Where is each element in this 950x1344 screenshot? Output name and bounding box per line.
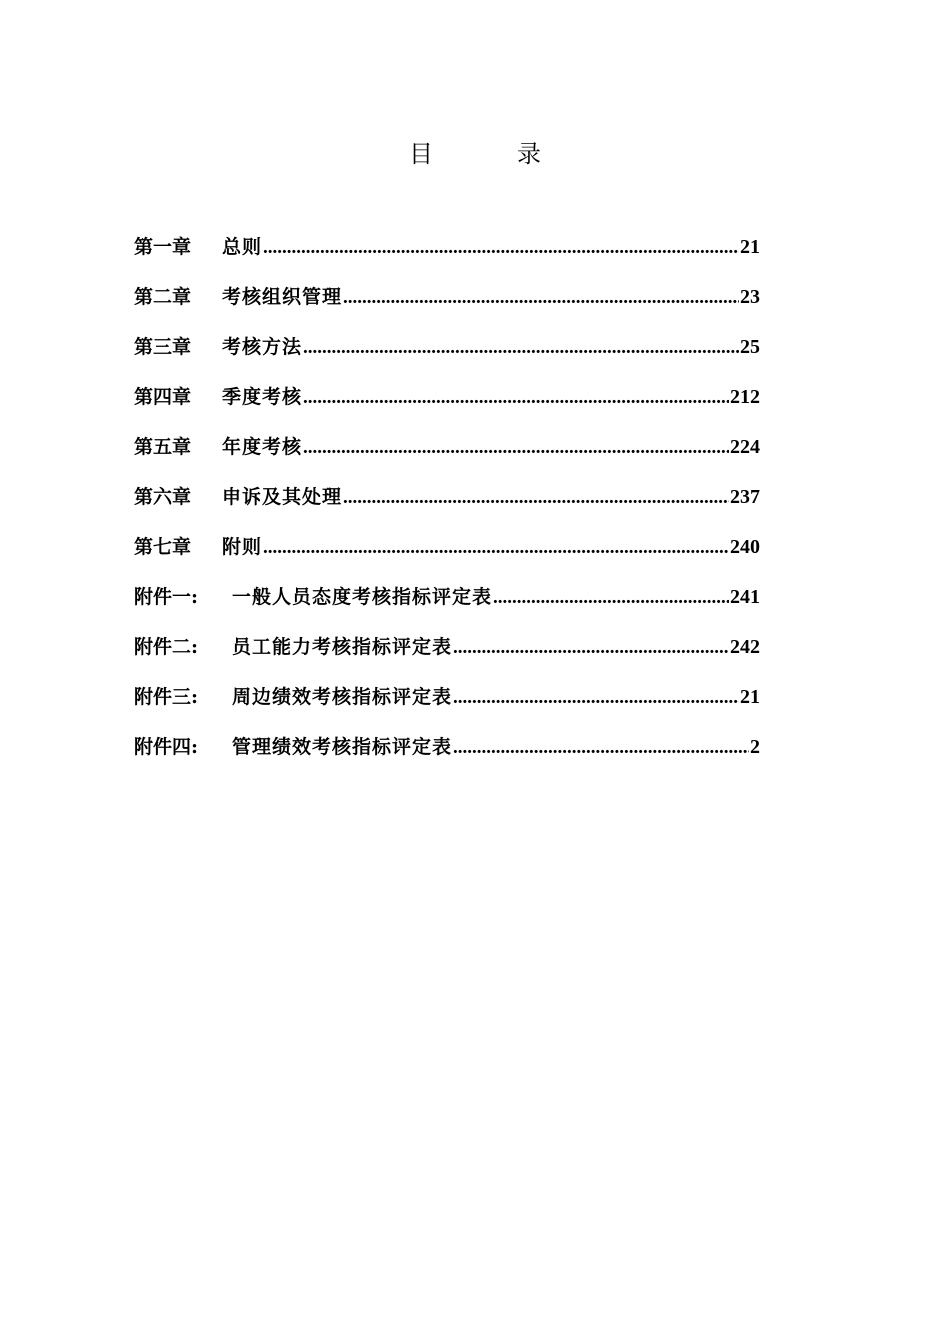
toc-entry-number: 附件四: [134,736,199,758]
toc-dot-leader [343,487,729,509]
toc-entry-title: 总则 [222,236,263,258]
toc-entry[interactable] [134,582,760,632]
toc-entry[interactable] [134,632,760,682]
toc-entry-page: 212 [730,386,760,408]
toc-entry-title: 管理绩效考核指标评定表 [232,736,453,758]
toc-entry-title: 考核组织管理 [222,286,343,308]
toc-entry[interactable] [134,482,760,532]
toc-entry[interactable] [134,682,760,732]
toc-entry[interactable] [134,532,760,582]
toc-entry-page: 241 [730,586,760,608]
toc-dot-leader [453,637,729,659]
toc-entry[interactable] [134,232,760,282]
toc-dot-leader [303,337,739,359]
toc-entry-number: 附件二: [134,636,199,658]
toc-entry[interactable] [134,382,760,432]
toc-entry-number: 第一章 [134,236,192,258]
toc-list [134,232,760,782]
toc-entry-page: 21 [740,236,760,258]
toc-entry-title: 年度考核 [222,436,303,458]
toc-dot-leader [263,237,739,259]
toc-dot-leader [493,587,729,609]
toc-entry[interactable] [134,432,760,482]
toc-entry[interactable] [134,732,760,782]
toc-entry-title: 季度考核 [222,386,303,408]
toc-entry-title: 申诉及其处理 [222,486,343,508]
toc-entry-page: 224 [730,436,760,458]
toc-entry-number: 第三章 [134,336,192,358]
toc-title: 目 录 [409,140,571,168]
toc-entry-title: 一般人员态度考核指标评定表 [232,586,493,608]
toc-entry-title: 考核方法 [222,336,303,358]
toc-entry[interactable] [134,332,760,382]
toc-entry-number: 第二章 [134,286,192,308]
toc-entry-number: 附件一: [134,586,199,608]
toc-entry-title: 员工能力考核指标评定表 [232,636,453,658]
toc-entry-number: 第五章 [134,436,192,458]
toc-dot-leader [343,287,739,309]
toc-entry-page: 25 [740,336,760,358]
toc-entry-page: 240 [730,536,760,558]
toc-entry-page: 23 [740,286,760,308]
toc-entry-page: 2 [750,736,760,758]
toc-dot-leader [303,387,729,409]
toc-dot-leader [453,687,739,709]
toc-dot-leader [263,537,729,559]
toc-entry-page: 237 [730,486,760,508]
toc-entry-page: 242 [730,636,760,658]
toc-entry-title: 附则 [222,536,263,558]
toc-entry-number: 第七章 [134,536,192,558]
toc-dot-leader [453,737,749,759]
toc-entry-number: 附件三: [134,686,199,708]
toc-entry-title: 周边绩效考核指标评定表 [232,686,453,708]
toc-entry[interactable] [134,282,760,332]
toc-entry-page: 21 [740,686,760,708]
toc-entry-number: 第六章 [134,486,192,508]
toc-entry-number: 第四章 [134,386,192,408]
toc-dot-leader [303,437,729,459]
